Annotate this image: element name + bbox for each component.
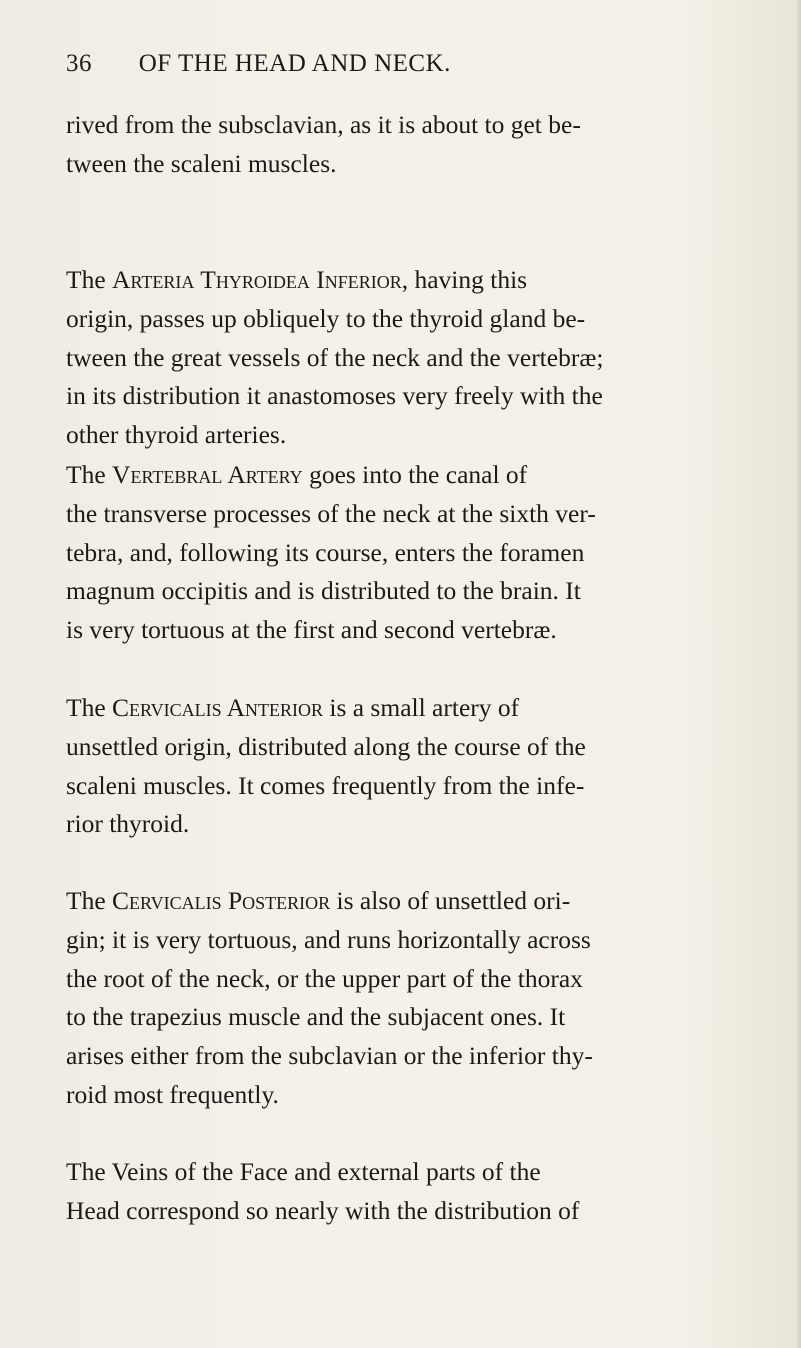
text-line: arises either from the subclavian or the inferior thy-	[66, 1041, 593, 1071]
page-number: 36	[66, 50, 92, 77]
text-line: rived from the subsclavian, as it is about to get be-	[66, 110, 581, 139]
artery-term: Vertebral Artery	[112, 460, 303, 489]
paragraph-veins-of-face	[66, 1153, 776, 1231]
text-line	[66, 261, 776, 300]
text-line: tween the great vessels of the neck and the vertebræ;	[66, 342, 604, 372]
text-line: unsettled origin, distributed along the course of the	[66, 731, 586, 761]
text-line: roid most frequently.	[66, 1079, 279, 1109]
running-title: OF THE HEAD AND NECK.	[138, 50, 451, 77]
text-line	[66, 882, 776, 921]
paragraph-vertebral-artery	[66, 456, 776, 650]
paragraph-cervicalis-anterior	[66, 689, 776, 844]
line-rest: is a small artery of	[322, 693, 520, 722]
text-line: the root of the neck, or the upper part of the thorax	[66, 963, 583, 993]
lead-word: The	[66, 265, 106, 294]
artery-term: Cervicalis Posterior	[112, 886, 331, 915]
line-rest: having this	[408, 265, 528, 294]
text-line: in its distribution it anastomoses very freely with the	[66, 381, 603, 411]
text-line: to the trapezius muscle and the subjacent ones. It	[66, 1002, 566, 1032]
paragraph-subsclavian-continuation	[66, 106, 776, 184]
text-line	[66, 689, 776, 728]
text-line: tebra, and, following its course, enters the foramen	[66, 537, 585, 567]
line-rest: goes into the canal of	[302, 460, 528, 489]
text-line: rior thyroid.	[66, 809, 190, 839]
lead-word: The	[66, 460, 106, 489]
text-line: magnum occipitis and is distributed to the brain. It	[66, 576, 581, 606]
text-line: gin; it is very tortuous, and runs horizontally across	[66, 924, 591, 954]
paragraph-arteria-thyroidea-inferior	[66, 261, 776, 455]
lead-word: The	[66, 693, 106, 722]
text-line	[66, 456, 776, 495]
text-line: other thyroid arteries.	[66, 420, 287, 450]
running-header	[66, 50, 451, 78]
text-line: The Veins of the Face and external parts of the	[66, 1157, 541, 1186]
line-rest: is also of unsettled ori-	[330, 886, 571, 915]
text-line: scaleni muscles. It comes frequently from the infe-	[66, 770, 585, 800]
lead-word: The	[66, 886, 106, 915]
paragraph-cervicalis-posterior	[66, 882, 776, 1115]
text-line: the transverse processes of the neck at the sixth ver-	[66, 498, 596, 528]
text-line: Head correspond so nearly with the distribution of	[66, 1195, 580, 1225]
text-line: tween the scaleni muscles.	[66, 148, 337, 178]
artery-term: Cervicalis Anterior	[112, 693, 323, 722]
text-line: origin, passes up obliquely to the thyroid gland be-	[66, 303, 586, 333]
text-line: is very tortuous at the first and second vertebræ.	[66, 615, 557, 645]
page-edge-shadow	[795, 0, 801, 1348]
artery-term: Arteria Thyroidea Inferior,	[112, 265, 409, 294]
